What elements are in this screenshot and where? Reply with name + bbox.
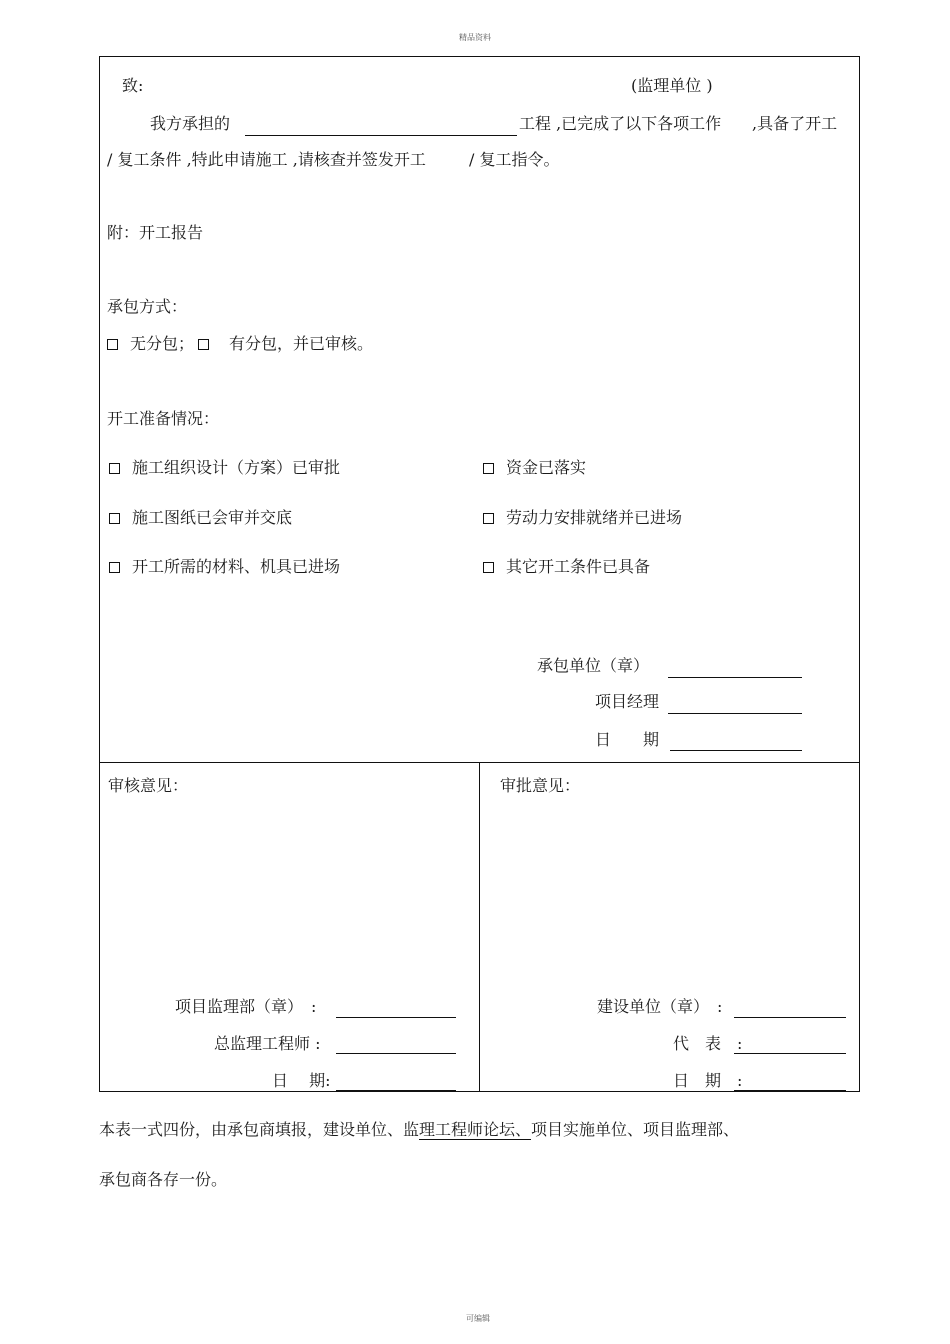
no-subcontract-label: 无分包； [130, 334, 195, 353]
note-text-b: 项目实施单位、项目监理部、 [531, 1120, 740, 1139]
preparation-label: 开工准备情况： [107, 409, 220, 428]
prep-materials-label: 开工所需的材料、机具已进场 [132, 557, 341, 576]
prep-other-label: 其它开工条件已具备 [506, 557, 651, 576]
owner-rep-label: 代 表 : [673, 1034, 743, 1053]
has-subcontract-checkbox[interactable] [198, 339, 209, 350]
owner-rep-field[interactable] [734, 1053, 846, 1054]
prep-design-label: 施工组织设计（方案）已审批 [132, 458, 341, 477]
paragraph-after-blank: 工程 ,已完成了以下各项工作 [519, 114, 722, 133]
prep-labor-checkbox[interactable] [483, 513, 494, 524]
prep-drawings-checkbox[interactable] [109, 513, 120, 524]
column-divider [479, 762, 480, 1092]
prep-drawings-label: 施工图纸已会审并交底 [132, 508, 293, 527]
approval-title: 审批意见： [500, 776, 581, 795]
project-manager-label: 项目经理 [595, 692, 660, 711]
forum-link[interactable]: 理工程师论坛、 [419, 1120, 532, 1139]
no-subcontract-checkbox[interactable] [107, 339, 118, 350]
review-title: 审核意见： [108, 776, 189, 795]
page-footer-label: 可编辑 [466, 1314, 490, 1323]
approval-date-label: 日 期 : [673, 1071, 743, 1090]
chief-engineer-field[interactable] [336, 1053, 456, 1054]
contract-mode-label: 承包方式： [107, 297, 188, 316]
review-date-label: 日 期: [272, 1071, 331, 1090]
contract-mode-options [107, 334, 373, 354]
project-manager-field[interactable] [668, 713, 802, 714]
chief-engineer-label: 总监理工程师 : [214, 1034, 321, 1053]
prep-funds-label: 资金已落实 [506, 458, 587, 477]
supervisor-unit-label: (监理单位 ) [631, 76, 713, 95]
to-label: 致: [122, 76, 144, 95]
prep-item-drawings [109, 508, 292, 528]
supervision-dept-label: 项目监理部（章） : [175, 997, 317, 1016]
prep-item-design [109, 458, 340, 478]
attachment-label: 附：开工报告 [107, 223, 204, 242]
paragraph-lead: 我方承担的 [150, 114, 231, 133]
owner-unit-field[interactable] [734, 1017, 846, 1018]
contractor-unit-label: 承包单位（章） [537, 656, 650, 675]
prep-funds-checkbox[interactable] [483, 463, 494, 474]
paragraph-line2: / 复工条件 ,特此申请施工 ,请核查并签发开工 [107, 150, 426, 169]
contractor-date-label: 日 期 [595, 730, 660, 749]
contractor-date-field[interactable] [670, 750, 802, 751]
prep-other-checkbox[interactable] [483, 562, 494, 573]
note-text-a: 本表一式四份，由承包商填报，建设单位、监 [99, 1120, 420, 1139]
paragraph-tail: ,具备了开工 [752, 114, 838, 133]
prep-labor-label: 劳动力安排就绪并已进场 [506, 508, 683, 527]
page-header-label: 精品资料 [459, 33, 491, 42]
prep-item-other [483, 557, 650, 577]
owner-unit-label: 建设单位（章） : [597, 997, 723, 1016]
prep-item-funds [483, 458, 586, 478]
has-subcontract-label: 有分包，并已审核。 [229, 334, 374, 353]
prep-item-labor [483, 508, 682, 528]
supervision-dept-field[interactable] [336, 1017, 456, 1018]
contractor-unit-field[interactable] [668, 677, 802, 678]
review-date-field[interactable] [336, 1090, 456, 1091]
paragraph-line2-tail: / 复工指令。 [469, 150, 560, 169]
approval-date-field[interactable] [734, 1090, 846, 1091]
prep-materials-checkbox[interactable] [109, 562, 120, 573]
project-name-field[interactable] [245, 135, 517, 136]
distribution-note-line1 [99, 1120, 739, 1140]
distribution-note-line2: 承包商各存一份。 [99, 1170, 228, 1189]
prep-design-checkbox[interactable] [109, 463, 120, 474]
prep-item-materials [109, 557, 340, 577]
